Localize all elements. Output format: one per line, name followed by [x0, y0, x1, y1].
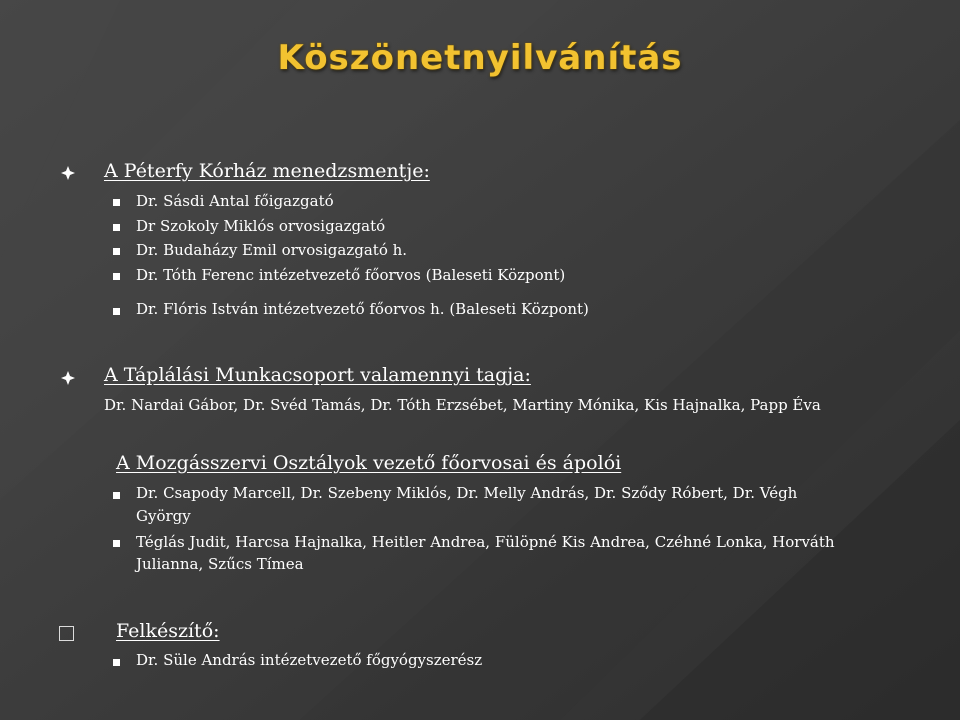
square-bullet-icon — [113, 308, 120, 315]
square-bullet-icon — [113, 248, 120, 255]
square-bullet-icon — [113, 224, 120, 231]
section-heading-orthopedics: A Mozgásszervi Osztályok vezető főorvosai és ápolói — [116, 452, 622, 474]
list-item: Dr. Süle András intézetvezető főgyógyszerész — [136, 651, 483, 669]
checkbox-square-icon — [59, 626, 74, 641]
list-item-continuation: György — [136, 507, 191, 525]
square-bullet-icon — [113, 492, 120, 499]
square-bullet-icon — [113, 659, 120, 666]
square-bullet-icon — [113, 540, 120, 547]
square-bullet-icon — [113, 273, 120, 280]
list-item: Dr. Flóris István intézetvezető főorvos h. (Baleseti Központ) — [136, 300, 589, 318]
diamond-bullet-icon — [61, 371, 75, 385]
section-heading-prepared-by: Felkészítő: — [116, 620, 220, 642]
list-item: Dr. Budaházy Emil orvosigazgató h. — [136, 241, 408, 259]
section-heading-management: A Péterfy Kórház menedzsmentje: — [104, 160, 430, 182]
team-members-text: Dr. Nardai Gábor, Dr. Svéd Tamás, Dr. Tóth Erzsébet, Martiny Mónika, Kis Hajnalka, Papp Éva — [104, 396, 821, 414]
section-heading-nutrition-team: A Táplálási Munkacsoport valamennyi tagja: — [104, 364, 531, 386]
square-bullet-icon — [113, 199, 120, 206]
list-item: Dr. Csapody Marcell, Dr. Szebeny Miklós, Dr. Melly András, Dr. Sződy Róbert, Dr. Végh — [136, 484, 798, 502]
list-item: Dr. Tóth Ferenc intézetvezető főorvos (Baleseti Központ) — [136, 266, 566, 284]
list-item: Dr Szokoly Miklós orvosigazgató — [136, 217, 386, 235]
list-item: Téglás Judit, Harcsa Hajnalka, Heitler Andrea, Fülöpné Kis Andrea, Czéhné Lonka, Horváth — [136, 533, 835, 551]
list-item-continuation: Julianna, Szűcs Tímea — [136, 555, 304, 573]
slide-title: Köszönetnyilvánítás — [277, 38, 683, 78]
diamond-bullet-icon — [61, 166, 75, 180]
list-item: Dr. Sásdi Antal főigazgató — [136, 192, 334, 210]
